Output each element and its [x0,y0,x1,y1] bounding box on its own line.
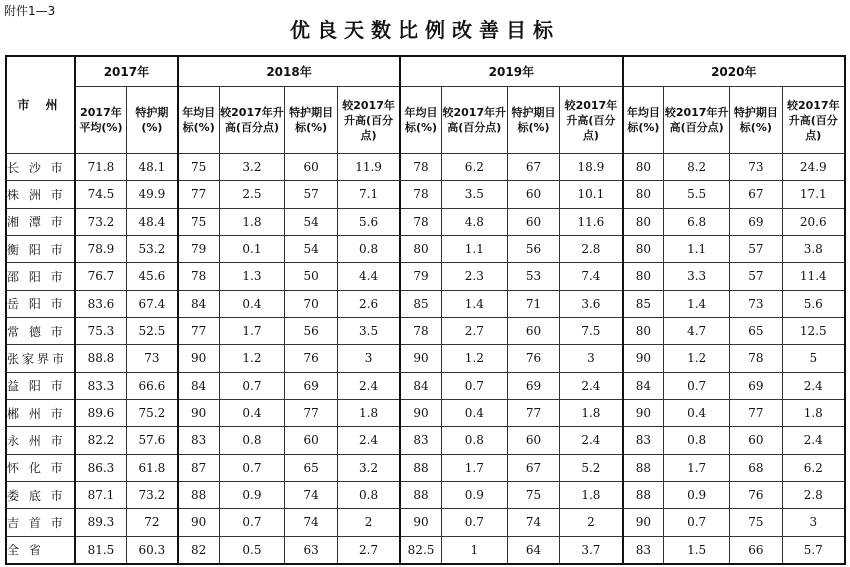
value-cell: 64 [507,536,559,564]
value-cell: 20.6 [782,208,845,235]
value-cell: 78 [730,345,782,372]
year-header-2020: 2020年 [623,56,845,87]
col-annual-target: 年均目标(%) [178,87,219,154]
value-cell: 84 [178,372,219,399]
value-cell: 0.7 [664,509,730,536]
value-cell: 2.7 [441,317,507,344]
value-cell: 48.1 [126,154,177,181]
value-cell: 3.6 [560,290,623,317]
value-cell: 3 [560,345,623,372]
value-cell: 4.7 [664,317,730,344]
value-cell: 1.7 [441,454,507,481]
city-name-cell: 邵 阳 市 [6,263,75,290]
value-cell: 84 [400,372,441,399]
table-body [6,154,845,565]
value-cell: 87 [178,454,219,481]
value-cell: 71.8 [75,154,126,181]
value-cell: 90 [400,345,441,372]
value-cell: 2.7 [337,536,400,564]
value-cell: 0.5 [219,536,285,564]
value-cell: 85 [400,290,441,317]
value-cell: 2.4 [782,427,845,454]
value-cell: 0.4 [664,399,730,426]
value-cell: 2 [560,509,623,536]
value-cell: 73.2 [126,481,177,508]
value-cell: 0.8 [219,427,285,454]
city-name-cell: 岳 阳 市 [6,290,75,317]
value-cell: 1.8 [560,481,623,508]
value-cell: 0.7 [219,509,285,536]
value-cell: 80 [623,235,664,262]
value-cell: 4.4 [337,263,400,290]
value-cell: 1.4 [664,290,730,317]
value-cell: 12.5 [782,317,845,344]
value-cell: 60 [507,317,559,344]
value-cell: 3.5 [337,317,400,344]
city-column-header: 市 州 [6,56,75,154]
value-cell: 78.9 [75,235,126,262]
value-cell: 1.2 [441,345,507,372]
value-cell: 85 [623,290,664,317]
value-cell: 1.1 [664,235,730,262]
value-cell: 75 [507,481,559,508]
value-cell: 79 [400,263,441,290]
value-cell: 3.7 [560,536,623,564]
city-name-cell: 益 阳 市 [6,372,75,399]
value-cell: 82.2 [75,427,126,454]
value-cell: 5.5 [664,181,730,208]
value-cell: 0.9 [219,481,285,508]
value-cell: 78 [178,263,219,290]
value-cell: 84 [178,290,219,317]
value-cell: 3.2 [219,154,285,181]
value-cell: 77 [730,399,782,426]
value-cell: 2.4 [560,372,623,399]
value-cell: 63 [285,536,337,564]
value-cell: 88 [178,481,219,508]
value-cell: 0.8 [337,235,400,262]
value-cell: 75.2 [126,399,177,426]
city-name-cell: 株 洲 市 [6,181,75,208]
value-cell: 60 [285,154,337,181]
value-cell: 84 [623,372,664,399]
value-cell: 5.6 [337,208,400,235]
value-cell: 17.1 [782,181,845,208]
value-cell: 72 [126,509,177,536]
page-title: 优良天数比例改善目标 [290,18,560,42]
targets-table [5,55,846,565]
value-cell: 6.2 [441,154,507,181]
value-cell: 54 [285,235,337,262]
value-cell: 66 [730,536,782,564]
table-row [6,181,845,208]
value-cell: 2.4 [560,427,623,454]
value-cell: 2.3 [441,263,507,290]
value-cell: 45.6 [126,263,177,290]
value-cell: 24.9 [782,154,845,181]
value-cell: 0.7 [219,372,285,399]
city-name-cell: 吉 首 市 [6,509,75,536]
value-cell: 2.4 [337,427,400,454]
value-cell: 67 [507,454,559,481]
value-cell: 90 [178,345,219,372]
table-row [6,345,845,372]
value-cell: 83 [623,427,664,454]
value-cell: 4.8 [441,208,507,235]
value-cell: 88 [400,454,441,481]
value-cell: 0.8 [664,427,730,454]
value-cell: 1.8 [782,399,845,426]
value-cell: 80 [623,263,664,290]
value-cell: 73 [126,345,177,372]
attachment-label: 附件1—3 [4,4,56,18]
value-cell: 80 [623,181,664,208]
value-cell: 60 [285,427,337,454]
value-cell: 69 [730,208,782,235]
col-special-target: 特护期目 标(%) [507,87,559,154]
value-cell: 74 [285,509,337,536]
value-cell: 83 [400,427,441,454]
value-cell: 57 [730,263,782,290]
value-cell: 86.3 [75,454,126,481]
value-cell: 6.8 [664,208,730,235]
value-cell: 65 [285,454,337,481]
value-cell: 76 [285,345,337,372]
value-cell: 52.5 [126,317,177,344]
value-cell: 2.4 [337,372,400,399]
value-cell: 0.4 [219,290,285,317]
value-cell: 5.2 [560,454,623,481]
year-header-2019: 2019年 [400,56,622,87]
value-cell: 2.8 [560,235,623,262]
value-cell: 3.3 [664,263,730,290]
col-2017-average: 2017年平均(%) [75,87,126,154]
value-cell: 1.8 [219,208,285,235]
value-cell: 3.8 [782,235,845,262]
table-row [6,481,845,508]
value-cell: 67 [730,181,782,208]
table-row [6,536,845,564]
value-cell: 88 [623,454,664,481]
value-cell: 90 [400,399,441,426]
value-cell: 56 [285,317,337,344]
col-annual-target: 年均目标(%) [400,87,441,154]
value-cell: 81.5 [75,536,126,564]
value-cell: 69 [507,372,559,399]
value-cell: 11.6 [560,208,623,235]
value-cell: 2.6 [337,290,400,317]
value-cell: 18.9 [560,154,623,181]
value-cell: 0.4 [219,399,285,426]
value-cell: 61.8 [126,454,177,481]
value-cell: 60 [507,181,559,208]
value-cell: 77 [507,399,559,426]
value-cell: 0.7 [441,372,507,399]
value-cell: 88 [400,481,441,508]
value-cell: 74 [507,509,559,536]
table-row [6,399,845,426]
value-cell: 1.2 [664,345,730,372]
value-cell: 11.9 [337,154,400,181]
col-special-target: 特护期目 标(%) [730,87,782,154]
col-annual-target: 年均目标(%) [623,87,664,154]
value-cell: 5.6 [782,290,845,317]
value-cell: 75 [178,208,219,235]
value-cell: 2.4 [782,372,845,399]
value-cell: 90 [623,509,664,536]
value-cell: 6.2 [782,454,845,481]
city-name-cell: 娄 底 市 [6,481,75,508]
value-cell: 75 [730,509,782,536]
value-cell: 76.7 [75,263,126,290]
value-cell: 0.9 [664,481,730,508]
city-name-cell: 常 德 市 [6,317,75,344]
value-cell: 60 [507,427,559,454]
value-cell: 83.3 [75,372,126,399]
col-annual-increase: 较2017年升高(百分点) [219,87,285,154]
value-cell: 82 [178,536,219,564]
table-row [6,509,845,536]
value-cell: 3 [337,345,400,372]
value-cell: 79 [178,235,219,262]
value-cell: 0.8 [337,481,400,508]
value-cell: 57 [730,235,782,262]
value-cell: 77 [178,317,219,344]
table-row [6,263,845,290]
value-cell: 78 [400,154,441,181]
value-cell: 74 [285,481,337,508]
value-cell: 70 [285,290,337,317]
table-row [6,427,845,454]
value-cell: 54 [285,208,337,235]
value-cell: 88 [623,481,664,508]
value-cell: 5.7 [782,536,845,564]
col-special-increase: 较2017年升高(百分点) [782,87,845,154]
year-header-2017: 2017年 [75,56,178,87]
value-cell: 82.5 [400,536,441,564]
table-row [6,372,845,399]
city-name-cell: 全 省 [6,536,75,564]
value-cell: 0.9 [441,481,507,508]
value-cell: 1.4 [441,290,507,317]
value-cell: 2 [337,509,400,536]
value-cell: 69 [730,372,782,399]
value-cell: 87.1 [75,481,126,508]
col-annual-increase: 较2017年升高(百分点) [664,87,730,154]
value-cell: 80 [623,208,664,235]
value-cell: 74.5 [75,181,126,208]
value-cell: 66.6 [126,372,177,399]
col-special-target: 特护期目 标(%) [285,87,337,154]
value-cell: 75 [178,154,219,181]
value-cell: 1.1 [441,235,507,262]
value-cell: 78 [400,208,441,235]
value-cell: 1.8 [560,399,623,426]
value-cell: 90 [623,399,664,426]
value-cell: 7.1 [337,181,400,208]
value-cell: 1.7 [664,454,730,481]
col-annual-increase: 较2017年升高(百分点) [441,87,507,154]
value-cell: 60 [507,208,559,235]
city-name-cell: 怀 化 市 [6,454,75,481]
value-cell: 90 [623,345,664,372]
value-cell: 73 [730,290,782,317]
value-cell: 1.5 [664,536,730,564]
city-name-cell: 永 州 市 [6,427,75,454]
value-cell: 88.8 [75,345,126,372]
value-cell: 73 [730,154,782,181]
value-cell: 83.6 [75,290,126,317]
value-cell: 78 [400,181,441,208]
value-cell: 77 [285,399,337,426]
value-cell: 7.4 [560,263,623,290]
col-special-increase: 较2017年升高(百分点) [337,87,400,154]
city-name-cell: 湘 潭 市 [6,208,75,235]
value-cell: 0.4 [441,399,507,426]
value-cell: 1.8 [337,399,400,426]
value-cell: 90 [178,509,219,536]
value-cell: 60 [730,427,782,454]
city-name-cell: 张家界市 [6,345,75,372]
value-cell: 77 [178,181,219,208]
col-special-increase: 较2017年升高(百分点) [560,87,623,154]
city-name-cell: 郴 州 市 [6,399,75,426]
value-cell: 1.2 [219,345,285,372]
value-cell: 1.7 [219,317,285,344]
value-cell: 89.3 [75,509,126,536]
value-cell: 75.3 [75,317,126,344]
value-cell: 68 [730,454,782,481]
value-cell: 53 [507,263,559,290]
table-row [6,290,845,317]
city-name-cell: 衡 阳 市 [6,235,75,262]
value-cell: 1 [441,536,507,564]
value-cell: 1.3 [219,263,285,290]
value-cell: 60.3 [126,536,177,564]
value-cell: 90 [400,509,441,536]
value-cell: 2.8 [782,481,845,508]
value-cell: 11.4 [782,263,845,290]
value-cell: 90 [178,399,219,426]
value-cell: 73.2 [75,208,126,235]
value-cell: 10.1 [560,181,623,208]
value-cell: 0.1 [219,235,285,262]
table-row [6,235,845,262]
value-cell: 80 [623,317,664,344]
value-cell: 56 [507,235,559,262]
value-cell: 80 [623,154,664,181]
value-cell: 50 [285,263,337,290]
value-cell: 0.7 [441,509,507,536]
value-cell: 5 [782,345,845,372]
value-cell: 57.6 [126,427,177,454]
value-cell: 53.2 [126,235,177,262]
value-cell: 48.4 [126,208,177,235]
value-cell: 0.7 [219,454,285,481]
city-name-cell: 长 沙 市 [6,154,75,181]
value-cell: 80 [400,235,441,262]
value-cell: 89.6 [75,399,126,426]
value-cell: 76 [507,345,559,372]
value-cell: 76 [730,481,782,508]
value-cell: 67 [507,154,559,181]
value-cell: 3.2 [337,454,400,481]
value-cell: 67.4 [126,290,177,317]
value-cell: 65 [730,317,782,344]
year-header-row [6,56,845,87]
value-cell: 2.5 [219,181,285,208]
value-cell: 78 [400,317,441,344]
value-cell: 71 [507,290,559,317]
value-cell: 49.9 [126,181,177,208]
value-cell: 3.5 [441,181,507,208]
table-row [6,317,845,344]
year-header-2018: 2018年 [178,56,400,87]
value-cell: 0.7 [664,372,730,399]
value-cell: 7.5 [560,317,623,344]
col-2017-special-period: 特护期(%) [126,87,177,154]
value-cell: 8.2 [664,154,730,181]
value-cell: 0.8 [441,427,507,454]
table-row [6,154,845,181]
value-cell: 69 [285,372,337,399]
value-cell: 3 [782,509,845,536]
value-cell: 83 [623,536,664,564]
table-row [6,208,845,235]
value-cell: 57 [285,181,337,208]
sub-header-row [6,87,845,154]
table-row [6,454,845,481]
value-cell: 83 [178,427,219,454]
